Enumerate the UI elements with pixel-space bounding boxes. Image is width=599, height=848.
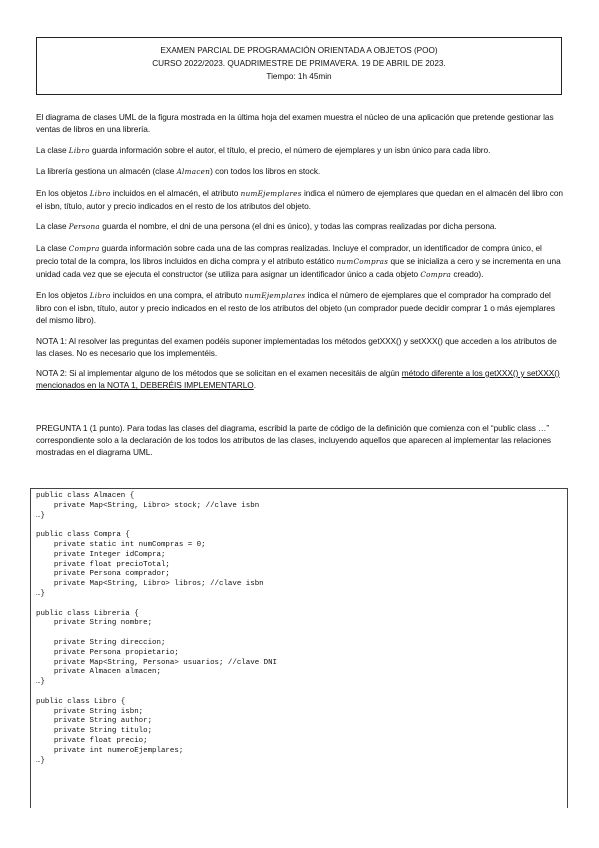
code-term: Libro [89,188,111,198]
text: La clase [36,221,69,231]
code-term: Libro [68,145,90,155]
text: creado). [451,268,484,279]
code-term: numEjemplares [240,188,302,198]
text: En los objetos [36,290,90,300]
text: La clase [36,242,69,253]
code-term: numEjemplares [244,291,306,300]
text: que se inicializa a cero y se incrementa en una unidad cada vez que se ejecuta el constructor (se utiliza para asignar un identificador único a cada objeto [36,255,561,279]
text: NOTA 2: Si al implementar alguno de los métodos que se solicitan en el examen necesitáis de algún [36,368,402,378]
text: En los objetos [36,187,90,198]
code-term: Persona [68,222,100,231]
text: ) con todos los libros en stock. [210,166,321,176]
text: guarda información sobre cada una de las compras realizadas. Incluye el comprador, un identificador de compra único, el precio total de la compra, los libros incluidos en dicha compra y el atributo estático [36,242,542,266]
text: guarda información sobre el autor, el título, el precio, el número de ejemplares y un isbn único para cada libro. [89,144,491,155]
question-1 [36,422,563,467]
text: indica el número de ejemplares que el comprador ha comprado del libro con el isbn, título, autor y precio indicados en el resto de los atributos del objeto (un comprador puede decidir comprar 1 o más ejemplares del mismo libro). [36,290,555,325]
code-term: Compra [68,243,100,253]
exam-time: Tiempo: 1h 45min [266,72,332,81]
intro-section [36,111,563,400]
text: incluidos en una compra, el atributo [110,290,245,300]
text: incluidos en el almacén, el atributo [110,187,241,198]
libro-paragraph [36,144,563,157]
text: La librería gestiona un almacén (clase [36,166,177,176]
text: . [253,380,256,390]
code-term: Compra [420,269,452,279]
intro-paragraph: El diagrama de clases UML de la figura mostrada en la última hoja del examen muestra el núcleo de una aplicación que pretende gestionar las ventas de libros en una librería. [36,112,554,134]
compra-paragraph [36,242,563,281]
code-term: Almacen [176,167,211,176]
answer-code: public class Almacen { private Map<String, Libro> stock; //clave isbn …} public class Compra { private static int numCompras = 0; private Integer idCompra; private float precioTotal; private Persona comprador; private Map<String, Libro> libros; //clave isbn …} public class Libreria { private String nombre; private String direccion; private Persona propietario; private Map<String, Persona> usuarios; //clave DNI private Almacen almacen; …} public class Libro { private String isbn; private String author; private String titulo; private float precio; private int numeroEjemplares; …} [36,492,278,765]
exam-title: EXAMEN PARCIAL DE PROGRAMACIÓN ORIENTADA A OBJETOS (POO) [160,46,438,55]
nota-1: NOTA 1: Al resolver las preguntas del examen podéis suponer implementadas los métodos getXXX() y setXXX() que acceden a los atributos de las clases. No es necesario que los implementéis. [36,335,557,358]
question-1-text: PREGUNTA 1 (1 punto). Para todas las clases del diagrama, escribid la parte de código de la definición que comienza con el “public class …” correspondiente solo a la declaración de los todos los atributos de las clases, incluyendo aquellos que aparecen al implementar las relaciones mostradas en el diagrama UML. [36,423,551,457]
text: indica el número de ejemplares que quedan en el almacén del libro con el isbn, título, autor y precio indicados en el resto de los atributos del objeto. [36,187,563,211]
code-term: numCompras [336,256,389,266]
code-term: Libro [89,291,111,300]
persona-paragraph [36,220,563,233]
exam-course: CURSO 2022/2023. QUADRIMESTRE DE PRIMAVERA. 19 DE ABRIL DE 2023. [152,59,446,68]
underlined-text: método diferente a los getXXX() y setXXX() mencionados en la NOTA 1, DEBERÉIS IMPLEMENTARLO [36,368,560,390]
almacen-paragraph [36,165,563,178]
libros-compra-paragraph [36,289,563,326]
nota-2 [36,367,563,391]
answer-code-box [30,488,568,808]
numejemplares-paragraph [36,187,563,212]
exam-header [36,37,562,95]
text: guarda el nombre, el dni de una persona (el dni es único), y todas las compras realizadas por dicha persona. [100,221,497,231]
text: La clase [36,144,69,155]
